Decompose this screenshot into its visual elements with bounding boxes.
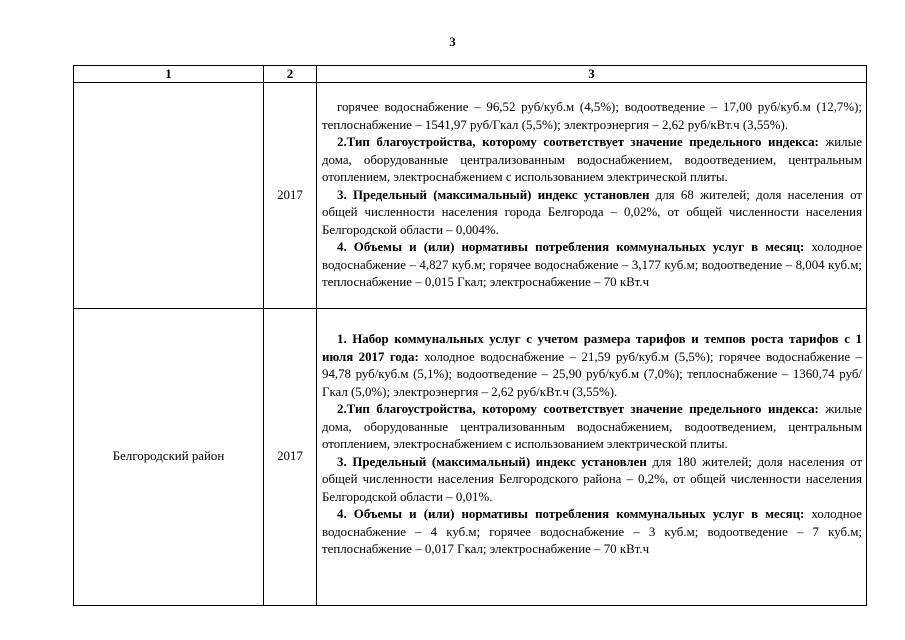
paragraph-max-index: [322, 454, 862, 507]
table-row: [74, 83, 867, 309]
paragraph-volumes: [322, 239, 862, 292]
paragraph-heading: 2.Тип благоустройства, которому соответствует значение предельного индекса:: [337, 402, 819, 417]
paragraph-heading: 4. Объемы и (или) нормативы потребления коммунальных услуг в месяц:: [337, 240, 805, 255]
paragraph-text: холодное водоснабжение – 4,827 куб.м; горячее водоснабжение – 3,177 куб.м; водоотведение – 8,004 куб.м; теплоснабжение – 0,015 Гкал; электроснабжение – 70 кВт.ч: [322, 240, 862, 290]
paragraph-text: холодное водоснабжение – 21,59 руб/куб.м (5,5%); горячее водоснабжение – 94,78 руб/куб.м (5,1%); водоотведение – 25,90 руб/куб.м (7,0%); теплоснабжение – 1360,74 руб/Гкал (5,0%); электроэнергия – 2,62 руб/кВт.ч (3,55%).: [322, 349, 862, 399]
paragraph-heading: 1. Набор коммунальных услуг с учетом размера тарифов и темпов роста тарифов с 1 июля 2017 года:: [322, 332, 862, 364]
region-cell: [74, 83, 264, 309]
paragraph-text: горячее водоснабжение – 96,52 руб/куб.м (4,5%); водоотведение – 17,00 руб/куб.м (12,7%); теплоснабжение – 1541,97 руб/Гкал (5,5%); электроэнергия – 2,62 руб/кВт.ч (3,55%).: [322, 100, 862, 132]
paragraph-text: жилые дома, оборудованные централизованным водоснабжением, водоотведением, центральным отоплением, электроснабжением с использованием электрической плиты.: [322, 135, 862, 185]
tariff-table: [73, 65, 867, 606]
paragraph-tariffs: [322, 99, 862, 134]
paragraph-heading: 3. Предельный (максимальный) индекс установлен: [337, 454, 647, 469]
paragraph-max-index: [322, 187, 862, 240]
paragraph-text: жилые дома, оборудованные централизованным водоснабжением, водоотведением, центральным отоплением, электроснабжением с использованием электрической плиты.: [322, 402, 862, 452]
paragraph-heading: 4. Объемы и (или) нормативы потребления коммунальных услуг в месяц:: [337, 507, 805, 522]
region-cell: Белгородский район: [74, 309, 264, 606]
paragraph-volumes: [322, 506, 862, 559]
table-row: [74, 309, 867, 606]
paragraph-heading: 2.Тип благоустройства, которому соответствует значение предельного индекса:: [337, 135, 819, 150]
page-number: 3: [449, 34, 456, 49]
description-cell: [317, 309, 867, 606]
paragraph-heading: 3. Предельный (максимальный) индекс установлен: [337, 187, 650, 202]
paragraph-tariffs: [322, 331, 862, 401]
paragraph-amenity-type: [322, 401, 862, 454]
paragraph-text: для 68 жителей; доля населения от общей численности населения города Белгорода – 0,02%, от общей численности населения Белгородской области – 0,004%.: [322, 187, 862, 237]
year-cell: 2017: [264, 83, 317, 309]
table-header-row: [74, 66, 867, 83]
description-cell: [317, 83, 867, 309]
header-col-1: 1: [74, 66, 264, 83]
header-col-3: 3: [317, 66, 867, 83]
header-col-2: 2: [264, 66, 317, 83]
year-cell: 2017: [264, 309, 317, 606]
paragraph-amenity-type: [322, 134, 862, 187]
paragraph-text: для 180 жителей; доля населения от общей численности населения Белгородского района – 0,2%, от общей численности населения Белгородской области – 0,01%.: [322, 454, 862, 504]
paragraph-text: холодное водоснабжение – 4 куб.м; горячее водоснабжение – 3 куб.м; водоотведение – 7 куб.м; теплоснабжение – 0,017 Гкал; электроснабжение – 70 кВт.ч: [322, 507, 862, 557]
